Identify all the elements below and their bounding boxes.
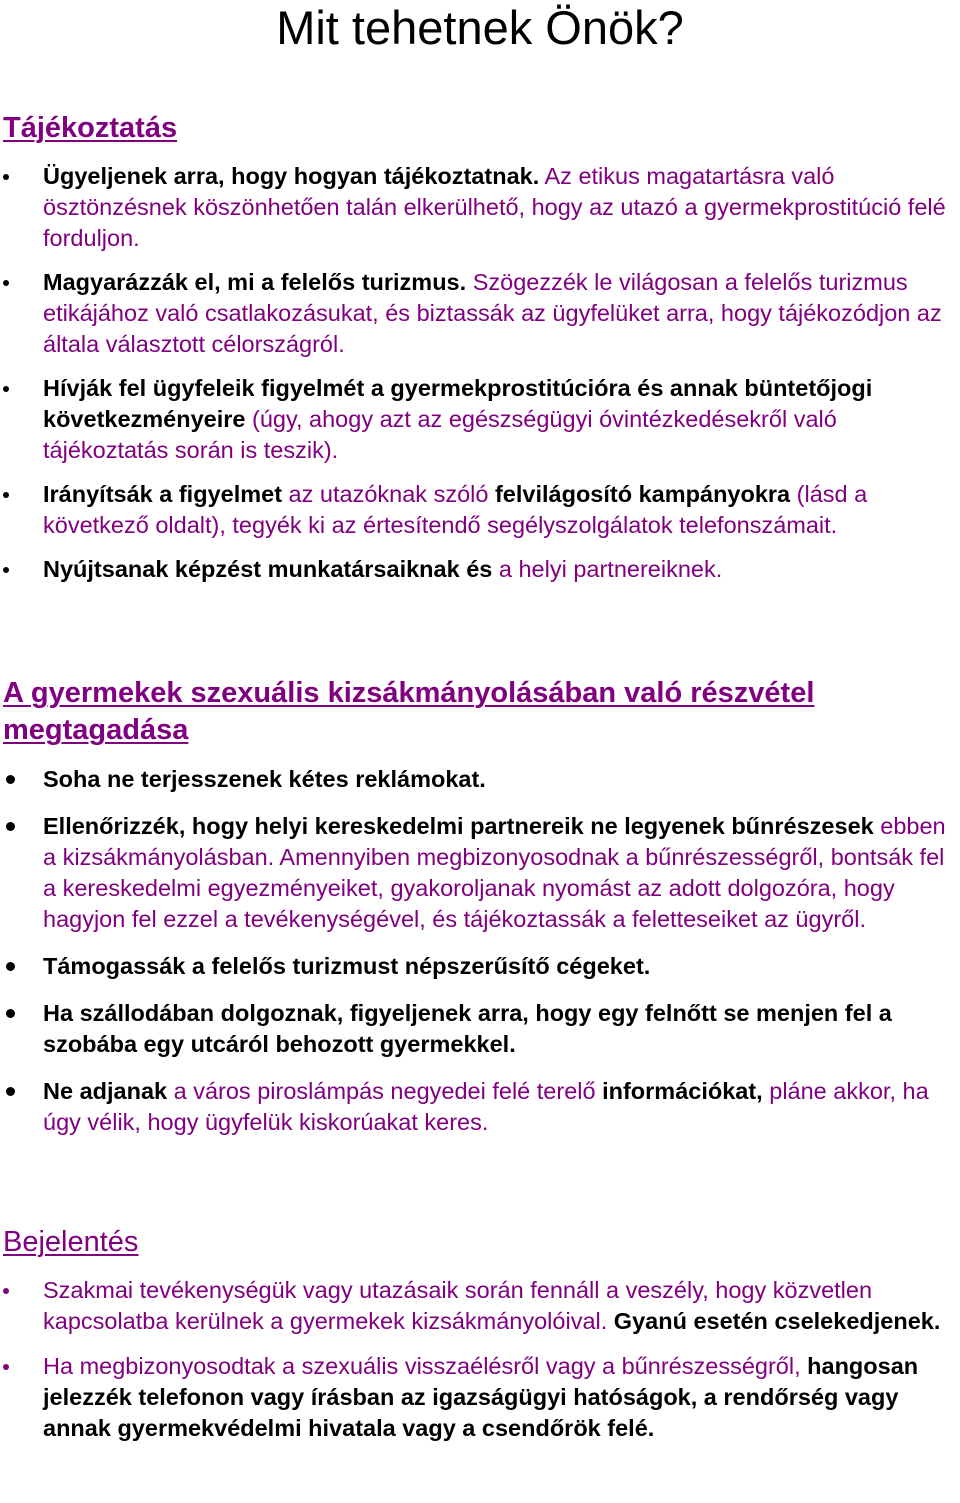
list-bejelentes [0, 1275, 960, 1444]
list-item [0, 373, 960, 466]
item-bold-text: Nyújtsanak képzést munkatársaiknak és [43, 556, 493, 582]
item-text: az utazóknak szóló [282, 481, 495, 507]
bullet-icon [6, 1087, 15, 1096]
list-reszvetel-megtagadasa [0, 764, 960, 1138]
list-item [0, 811, 960, 935]
item-bold-text: Ne adjanak [43, 1078, 168, 1104]
bullet-icon [6, 1009, 15, 1018]
item-text: (úgy, ahogy azt az egészségügyi óvintézkedésekről való tájékoztatás során is teszik). [43, 406, 837, 463]
item-bold-text: Hívják fel ügyfeleik figyelmét a gyermekprostitúcióra és annak büntetőjogi következményeire [43, 375, 873, 432]
item-bold-text: Ellenőrizzék, hogy helyi kereskedelmi partnereik ne legyenek bűnrészesek [43, 813, 874, 839]
item-text: a helyi partnereiknek. [492, 556, 723, 582]
list-item [0, 764, 960, 795]
bullet-icon [3, 492, 9, 498]
bullet-icon [3, 1364, 9, 1370]
section-heading-tajekoztatas: Tájékoztatás [3, 112, 178, 144]
item-text: Szakmai tevékenységük vagy utazásaik során fennáll a veszély, hogy közvetlen kapcsolatba kerülnek a gyermekek kizsákmányolóival. [43, 1277, 873, 1334]
item-bold-text: Irányítsák a figyelmet [43, 481, 283, 507]
item-bold-text: Támogassák a felelős turizmust népszerűsítő cégeket. [43, 953, 651, 979]
item-text: pláne akkor, ha úgy vélik, hogy ügyfelük kiskorúakat keres. [43, 1078, 929, 1135]
page-title: Mit tehetnek Önök? [276, 1, 684, 54]
list-item [0, 161, 960, 254]
item-bold-text: hangosan jelezzék telefonon vagy írásban az igazságügyi hatóságok, a rendőrség vagy annak gyermekvédelmi hivatala vagy a csendőrök felé. [43, 1353, 919, 1441]
item-bold-text: Soha ne terjesszenek kétes reklámokat. [43, 766, 486, 792]
list-item [0, 951, 960, 982]
item-bold-text: Magyarázzák el, mi a felelős turizmus. [43, 269, 467, 295]
list-item [0, 554, 960, 585]
list-item [0, 479, 960, 541]
item-bold-text: információkat, [602, 1078, 763, 1104]
bullet-icon [6, 822, 15, 831]
item-bold-text: Ha szállodában dolgoznak, figyeljenek arra, hogy egy felnőtt se menjen fel a szobába egy utcáról behozott gyermekkel. [43, 1000, 892, 1057]
item-bold-text: felvilágosító kampányokra [494, 481, 791, 507]
bullet-icon [3, 280, 9, 286]
bullet-icon [3, 386, 9, 392]
bullet-icon [3, 174, 9, 180]
list-item [0, 1275, 960, 1337]
bullet-icon [6, 775, 15, 784]
list-item [0, 1076, 960, 1138]
section-heading-bejelentes: Bejelentés [3, 1226, 139, 1258]
list-item [0, 1351, 960, 1444]
list-item [0, 998, 960, 1060]
item-text: Ha megbizonyosodtak a szexuális visszaélésről vagy a bűnrészességről, [43, 1353, 801, 1379]
section-heading-reszvetel-megtagadasa: A gyermekek szexuális kizsákmányolásában való részvétel megtagadása [3, 677, 815, 746]
list-tajekoztatas [0, 161, 960, 585]
item-text: (lásd a következő oldalt), tegyék ki az értesítendő segélyszolgálatok telefonszámait. [43, 481, 868, 538]
item-bold-text: Gyanú esetén cselekedjenek. [607, 1308, 941, 1334]
item-bold-text: Ügyeljenek arra, hogy hogyan tájékoztatnak. [43, 163, 540, 189]
bullet-icon [3, 567, 9, 573]
bullet-icon [6, 962, 15, 971]
item-text: Szögezzék le világosan a felelős turizmus etikájához való csatlakozásukat, és biztassák az ügyfelüket arra, hogy tájékozódjon az általa választott célországról. [43, 269, 942, 357]
item-text: a város piroslámpás negyedei felé terelő [167, 1078, 603, 1104]
item-text: Az etikus magatartásra való ösztönzésnek köszönhetően talán elkerülhető, hogy az utazó a gyermekprostitúció felé forduljon. [43, 163, 946, 251]
item-text: ebben a kizsákmányolásban. Amennyiben megbizonyosodnak a bűnrészességről, bontsák fel a kereskedelmi egyezményeiket, gyakoroljanak nyomást az adott dolgozóra, hogy hagyjon fel ezzel a tevékenységével, és tájékoztassák a feletteseiket az ügyről. [43, 813, 946, 932]
bullet-icon [3, 1288, 9, 1294]
list-item [0, 267, 960, 360]
